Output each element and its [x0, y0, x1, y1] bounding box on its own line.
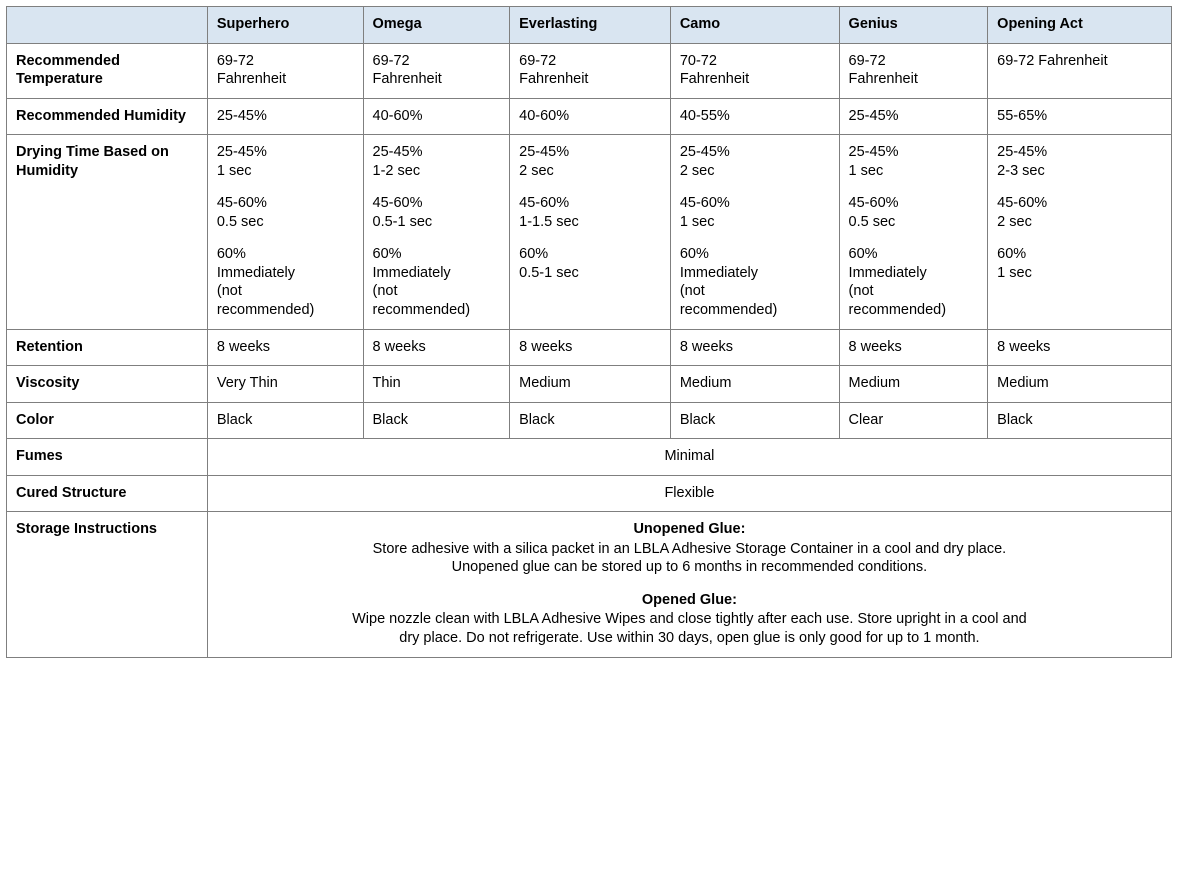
cell: 8 weeks: [363, 329, 510, 366]
storage-line: Unopened glue can be stored up to 6 months in recommended conditions.: [451, 559, 928, 576]
cell: 25-45% 2-3 sec 45-60% 2 sec 60% 1 sec: [988, 135, 1172, 329]
cell: 40-60%: [510, 98, 671, 135]
cell: Clear: [839, 402, 988, 439]
row-label: Recommended Temperature: [7, 43, 208, 98]
cell: 8 weeks: [988, 329, 1172, 366]
table-row-recommended-humidity: [7, 98, 1172, 135]
cell: 8 weeks: [670, 329, 839, 366]
cell: 70-72 Fahrenheit: [670, 43, 839, 98]
cell: Black: [510, 402, 671, 439]
cell: 40-55%: [670, 98, 839, 135]
cell-storage-instructions: [207, 512, 1171, 657]
cell-merged-fumes: Minimal: [207, 439, 1171, 476]
column-header-superhero: Superhero: [207, 7, 363, 44]
cell: Medium: [839, 366, 988, 403]
storage-group-opened: [217, 591, 1162, 648]
cell: Black: [363, 402, 510, 439]
row-label: Fumes: [7, 439, 208, 476]
cell: Medium: [510, 366, 671, 403]
storage-line: Wipe nozzle clean with LBLA Adhesive Wipes and close tightly after each use. Store upright in a cool and: [352, 611, 1027, 628]
row-label: Drying Time Based on Humidity: [7, 135, 208, 329]
storage-title-unopened: Unopened Glue:: [633, 521, 746, 538]
table-row-fumes: [7, 439, 1172, 476]
table-body: [7, 43, 1172, 657]
table-row-retention: [7, 329, 1172, 366]
cell: 69-72 Fahrenheit: [207, 43, 363, 98]
cell: 8 weeks: [510, 329, 671, 366]
cell: 25-45% 1-2 sec 45-60% 0.5-1 sec 60% Immediately (not recommended): [363, 135, 510, 329]
cell: Black: [207, 402, 363, 439]
table-row-color: [7, 402, 1172, 439]
table-row-drying-time: [7, 135, 1172, 329]
table-header: [7, 7, 1172, 44]
row-label: Retention: [7, 329, 208, 366]
cell: 40-60%: [363, 98, 510, 135]
cell: 25-45%: [207, 98, 363, 135]
cell: 69-72 Fahrenheit: [839, 43, 988, 98]
column-header-genius: Genius: [839, 7, 988, 44]
table-row-storage-instructions: [7, 512, 1172, 657]
cell: Thin: [363, 366, 510, 403]
column-header-opening-act: Opening Act: [988, 7, 1172, 44]
table-row-viscosity: [7, 366, 1172, 403]
cell-merged-cured-structure: Flexible: [207, 475, 1171, 512]
cell: 25-45% 1 sec 45-60% 0.5 sec 60% Immediately (not recommended): [839, 135, 988, 329]
cell: 69-72 Fahrenheit: [363, 43, 510, 98]
row-label: Cured Structure: [7, 475, 208, 512]
cell: 69-72 Fahrenheit: [988, 43, 1172, 98]
cell: Black: [988, 402, 1172, 439]
table-row-recommended-temperature: [7, 43, 1172, 98]
cell: 25-45% 1 sec 45-60% 0.5 sec 60% Immediately (not recommended): [207, 135, 363, 329]
adhesive-specification-table: [6, 6, 1172, 658]
storage-title-opened: Opened Glue:: [641, 591, 737, 608]
column-header-omega: Omega: [363, 7, 510, 44]
row-label: Recommended Humidity: [7, 98, 208, 135]
header-corner: [7, 7, 208, 44]
row-label: Color: [7, 402, 208, 439]
column-header-everlasting: Everlasting: [510, 7, 671, 44]
row-label: Viscosity: [7, 366, 208, 403]
cell: 8 weeks: [207, 329, 363, 366]
storage-line: dry place. Do not refrigerate. Use within 30 days, open glue is only good for up to 1 month.: [399, 630, 980, 647]
cell: 25-45% 2 sec 45-60% 1-1.5 sec 60% 0.5-1 sec: [510, 135, 671, 329]
cell: Medium: [670, 366, 839, 403]
cell: 69-72 Fahrenheit: [510, 43, 671, 98]
cell: 8 weeks: [839, 329, 988, 366]
cell: Black: [670, 402, 839, 439]
storage-line: Store adhesive with a silica packet in an LBLA Adhesive Storage Container in a cool and dry place.: [372, 540, 1007, 557]
cell: 25-45%: [839, 98, 988, 135]
cell: 55-65%: [988, 98, 1172, 135]
row-label: Storage Instructions: [7, 512, 208, 657]
storage-group-unopened: [217, 520, 1162, 577]
cell: Very Thin: [207, 366, 363, 403]
cell: Medium: [988, 366, 1172, 403]
cell: 25-45% 2 sec 45-60% 1 sec 60% Immediately (not recommended): [670, 135, 839, 329]
table-row-cured-structure: [7, 475, 1172, 512]
header-row: [7, 7, 1172, 44]
column-header-camo: Camo: [670, 7, 839, 44]
